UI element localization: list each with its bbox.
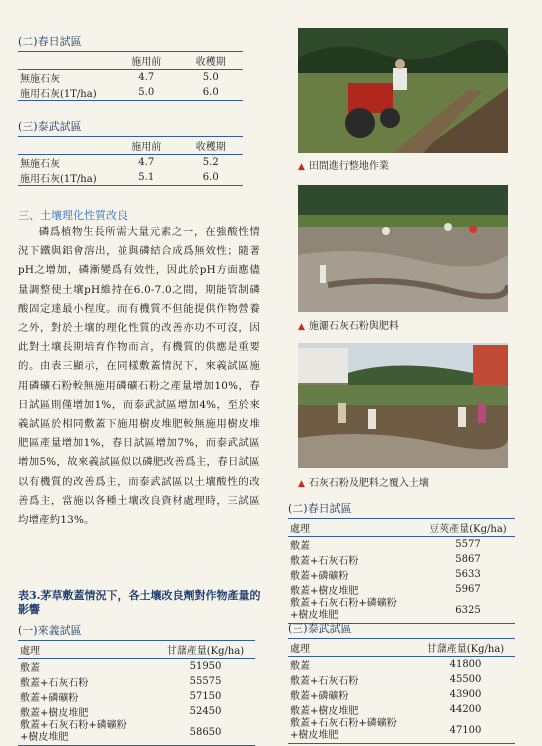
tractor-field-image	[298, 28, 508, 153]
cell-value: 5577	[455, 539, 481, 550]
table-caption: (二)春日試區	[288, 502, 352, 515]
table-row	[288, 552, 515, 567]
table-row	[18, 659, 255, 675]
row-label: 敷蓋+石灰石粉	[20, 678, 89, 689]
section-heading: 三、土壤理化性質改良	[18, 209, 128, 222]
row-label: 敷蓋+樹皮堆肥	[290, 706, 359, 717]
cell-value: 5.0	[114, 85, 179, 101]
cell-value: 58650	[156, 719, 255, 746]
row-label: 施用石灰(1T/ha)	[18, 170, 114, 186]
header-cell: 收穫期	[179, 52, 244, 70]
cell-value: 5.0	[202, 72, 219, 83]
table-row	[288, 702, 515, 717]
table-row	[288, 582, 515, 597]
cell-value: 5.2	[202, 157, 219, 168]
row-label: 無施石灰	[20, 159, 60, 170]
cell-value: 5.1	[114, 170, 179, 186]
table-chunri-ph	[18, 33, 243, 101]
table-row	[288, 537, 515, 553]
header-cell: 甘藷產量(Kg/ha)	[156, 641, 255, 659]
photo-spreading	[298, 185, 508, 312]
table-taiwu-yield	[288, 620, 515, 744]
table-taiwu-ph	[18, 118, 243, 186]
row-label: 敷蓋	[290, 661, 310, 672]
row-label: 敷蓋+石灰石粉	[290, 556, 359, 567]
table-row	[18, 674, 255, 689]
table-row	[18, 689, 255, 704]
cell-value: 6325	[421, 597, 515, 624]
header-cell: 豆莢產量(Kg/ha)	[421, 519, 515, 537]
table-row	[288, 687, 515, 702]
table-row	[288, 567, 515, 582]
row-label: 敷蓋+石灰石粉+磷礦粉 +樹皮堆肥	[288, 717, 416, 744]
cell-value: 51950	[189, 661, 222, 672]
cell-value: 5633	[455, 569, 481, 580]
table-row	[18, 704, 255, 719]
row-label: 敷蓋+樹皮堆肥	[290, 586, 359, 597]
header-cell: 甘藷產量(Kg/ha)	[416, 639, 515, 657]
row-label: 敷蓋+石灰石粉+磷礦粉 +樹皮堆肥	[288, 597, 421, 624]
cell-value: 45500	[449, 674, 482, 685]
row-label: 無施石灰	[20, 74, 60, 85]
table-row	[288, 657, 515, 673]
table-laiyi-yield	[18, 622, 255, 746]
row-label: 敷蓋+樹皮堆肥	[20, 708, 89, 719]
photo-caption: ▲ 田間進行整地作業	[298, 161, 389, 172]
photo-tilling	[298, 28, 508, 153]
row-label: 敷蓋	[20, 663, 40, 674]
table-chunri-yield	[288, 500, 515, 624]
table-row	[18, 155, 243, 171]
row-label: 敷蓋+石灰石粉	[290, 676, 359, 687]
header-cell: 施用前	[114, 52, 179, 70]
soil-incorporation-image	[298, 343, 508, 468]
cell-value: 43900	[449, 689, 482, 700]
cell-value: 41800	[449, 659, 482, 670]
cell-value: 4.7	[138, 157, 155, 168]
row-label: 敷蓋	[290, 541, 310, 552]
photo-incorporating	[298, 343, 508, 468]
cell-value: 6.0	[179, 85, 244, 101]
cell-value: 5867	[455, 554, 481, 565]
table-caption: (二)春日試區	[18, 35, 82, 48]
row-label: 敷蓋+磷礦粉	[290, 691, 349, 702]
header-cell	[18, 137, 114, 155]
header-cell	[18, 52, 114, 70]
table-row	[18, 85, 243, 101]
row-label: 敷蓋+磷礦粉	[20, 693, 79, 704]
cell-value: 57150	[189, 691, 222, 702]
table-row	[18, 170, 243, 186]
cell-value: 4.7	[138, 72, 155, 83]
triangle-icon: ▲	[298, 479, 305, 489]
cell-value: 44200	[449, 704, 482, 715]
table-caption: (三)泰武試區	[18, 120, 82, 133]
cell-value: 5967	[455, 584, 481, 595]
cell-value: 52450	[189, 706, 222, 717]
triangle-icon: ▲	[298, 322, 305, 332]
table3-title: 表3.茅草敷蓋情況下，各土壤改良劑對作物產量的影響	[18, 589, 261, 616]
row-label: 施用石灰(1T/ha)	[18, 85, 114, 101]
table-caption: (三)泰武試區	[288, 622, 352, 635]
row-label: 敷蓋+磷礦粉	[290, 571, 349, 582]
cell-value: 55575	[189, 676, 222, 687]
body-paragraph: 磷爲植物生長所需大量元素之一，在強酸性情況下鐵與鋁會溶出，並與磷結合成爲無效性；隨著pH之增加，磷漸變爲有效性，因此於pH方面應儘量調整使土壤pH維持在6.0-7.0之間，期能管制磷酸固定達最小程度。而有機質不但能提供作物營養之外，對於土壤的理化性質的改善亦功不可沒，因此對土壤長期培育作物而言，有機質的供應是重要的。由表三顯示，在同樣敷蓋情況下，來義試區施用磷礦石粉較無施用磷礦石粉之產量增加10%，春日試區則僅增加1%，而泰武試區增加4%，至於來義試區於相同敷蓋下施用樹皮堆肥較無施用樹皮堆肥區產量增加1%，春日試區增加7%，而泰武試區增加5%，故來義試區似以磷肥改善爲主，春日試區以有機質的改善爲主，而泰武試區以土壤酸性的改善爲主，當施以各種土壤改良資材處理時，三試區均增產約13%。	[18, 226, 260, 527]
triangle-icon: ▲	[298, 162, 305, 172]
table-row	[18, 70, 243, 86]
cell-value: 6.0	[179, 170, 244, 186]
header-cell: 處理	[288, 519, 421, 537]
row-label: 敷蓋+石灰石粉+磷礦粉 +樹皮堆肥	[18, 719, 156, 746]
table-row	[18, 719, 255, 746]
table-row	[288, 672, 515, 687]
header-cell: 處理	[18, 641, 156, 659]
header-cell: 處理	[288, 639, 416, 657]
header-cell: 收穫期	[179, 137, 244, 155]
header-cell: 施用前	[114, 137, 179, 155]
table-caption: (一)來義試區	[18, 624, 82, 637]
photo-caption: ▲ 石灰石粉及肥料之覆入土壤	[298, 478, 429, 489]
photo-caption: ▲ 施灑石灰石粉與肥料	[298, 321, 399, 332]
cell-value: 47100	[416, 717, 515, 744]
lime-spreading-image	[298, 185, 508, 312]
